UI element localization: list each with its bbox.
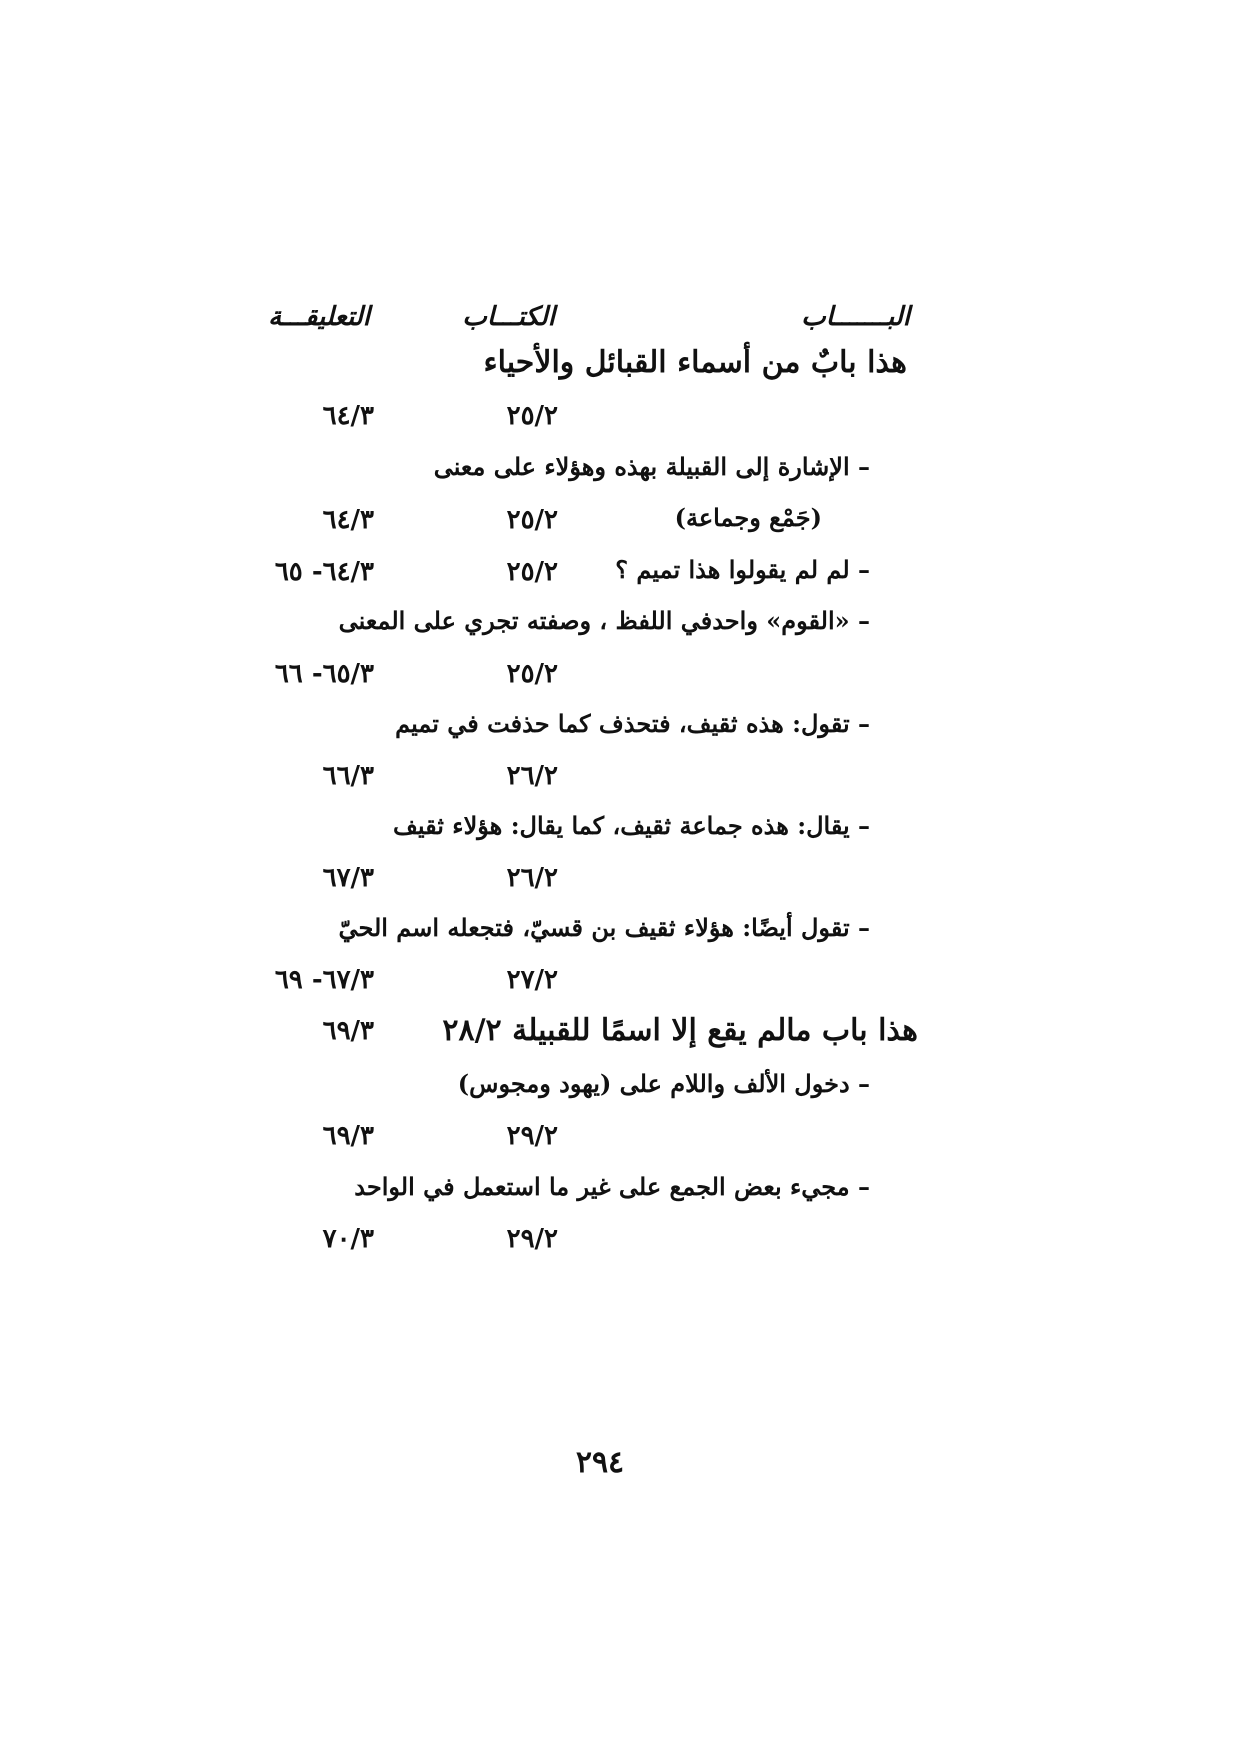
entry-text: (جَمْع وجماعة)	[674, 503, 822, 532]
kitab-ref: ٢٧/٢	[506, 965, 558, 995]
kitab-ref: ٢٦/٢	[506, 863, 558, 893]
entry-text: – تقول: هذه ثقيف، فتحذف كما حذفت في تميم	[395, 709, 870, 738]
entry-text: – دخول الألف واللام على (يهود ومجوس)	[457, 1069, 870, 1098]
taliqa-ref: ٦٦/٣	[322, 761, 374, 791]
entry-text: – «القوم» واحدفي اللفظ ، وصفته تجري على المعنى	[338, 606, 870, 635]
taliqa-ref: ٦٤/٣	[322, 505, 374, 535]
taliqa-ref: ٦٤/٣	[322, 401, 374, 431]
taliqa-ref: ٦٧/٣- ٦٩	[274, 965, 374, 995]
entry-text: – مجيء بعض الجمع على غير ما استعمل في الواحد	[354, 1172, 870, 1201]
taliqa-ref: ٦٥/٣- ٦٦	[274, 659, 374, 689]
entry-text: – يقال: هذه جماعة ثقيف، كما يقال: هؤلاء ثقيف	[393, 811, 870, 840]
taliqa-ref: ٦٩/٣	[322, 1016, 374, 1046]
entry-text: – الإشارة إلى القبيلة بهذه وهؤلاء على معنى	[433, 452, 870, 481]
page-number: ٢٩٤	[575, 1445, 625, 1480]
header-bab: البـــــــاب	[801, 302, 910, 332]
taliqa-ref: ٦٤/٣- ٦٥	[274, 557, 374, 587]
kitab-ref: ٢٩/٢	[506, 1121, 558, 1151]
taliqa-ref: ٦٧/٣	[322, 863, 374, 893]
entry-text: – لم لم يقولوا هذا تميم ؟	[615, 555, 870, 584]
kitab-ref: ٢٦/٢	[506, 761, 558, 791]
kitab-ref: ٢٥/٢	[506, 401, 558, 431]
kitab-ref: ٢٥/٢	[506, 659, 558, 689]
taliqa-ref: ٧٠/٣	[322, 1224, 374, 1254]
kitab-ref: ٢٥/٢	[506, 557, 558, 587]
kitab-ref: ٢٥/٢	[506, 505, 558, 535]
header-kitab: الكتـــاب	[462, 302, 555, 332]
header-taliqa: التعليقـــة	[268, 302, 370, 332]
chapter-heading: هذا باب مالم يقع إلا اسمًا للقبيلة ٢٨/٢	[442, 1013, 918, 1048]
chapter-heading: هذا بابٌ من أسماء القبائل والأحياء	[483, 345, 907, 380]
entry-text: – تقول أيضًا: هؤلاء ثقيف بن قسيّ، فتجعله اسم الحيّ	[338, 913, 870, 942]
kitab-ref: ٢٩/٢	[506, 1224, 558, 1254]
taliqa-ref: ٦٩/٣	[322, 1121, 374, 1151]
